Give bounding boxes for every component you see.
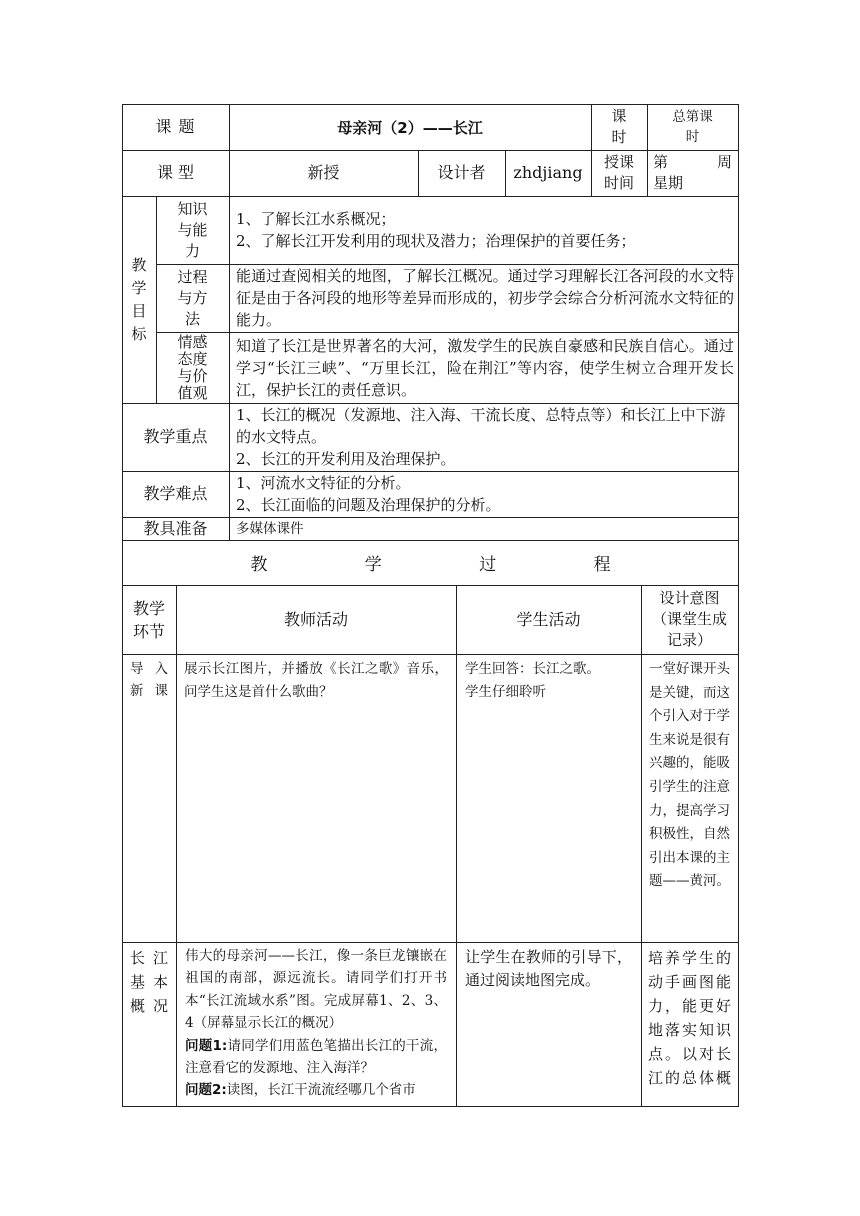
col-student-header: 学生活动 — [516, 609, 581, 629]
row-1-intent: 一堂好课开头是关键，而这个引入对于学生来说是很有兴趣的，能吸引学生的注意力，提高学习积极性，自然引出本课的主题——黄河。 — [649, 661, 730, 890]
row-2-stage: 长江 基本 概况 — [130, 949, 168, 1015]
designer-value: zhdjiang — [513, 163, 583, 182]
row-2-intent: 培养学生的动手画图能力，能更好地落实知识点。以对长江的总体概 — [648, 949, 731, 1087]
tools-label: 教具准备 — [143, 518, 208, 538]
question-1-text: 请同学们用蓝色笔描出长江的干流，注意看它的发源地、注入海洋？ — [185, 1037, 448, 1077]
rule — [122, 1106, 739, 1107]
hours-label: 课时 — [611, 107, 627, 146]
topic-label: 课 题 — [155, 117, 196, 136]
difficulties-text: 1、河流水文特征的分析。 2、长江面临的问题及治理保护的分析。 — [236, 474, 501, 514]
question-2-label: 问题2: — [185, 1082, 227, 1099]
row-2-teacher-text: 伟大的母亲河——长江，像一条巨龙镶嵌在祖国的南部，源远流长。请同学们打开书本“长江流域水系”图。完成屏幕1、2、3、4（屏幕显示长江的概况） 问题1:请同学们用蓝色笔描出长江的干流，注意看它的发源地、注入海洋？ 问题2:读图，长江干流流经哪几个省市 — [185, 948, 448, 1099]
row-2-student: 让学生在教师的引导下，通过阅读地图完成。 — [465, 948, 632, 989]
week-label: 第 周 — [653, 153, 732, 171]
teaching-time-label: 授课时间 — [603, 153, 634, 192]
total-hours-label: 总第课时 — [672, 109, 713, 145]
emotion-label: 情感态度与价值观 — [177, 332, 208, 402]
key-points-text: 1、长江的概况（发源地、注入海、干流长度、总特点等）和长江上中下游的水文特点。 2、长江的开发利用及治理保护。 — [236, 406, 726, 468]
type-label: 课 型 — [156, 163, 195, 182]
row-2-teacher — [176, 942, 456, 1106]
key-points-label: 教学重点 — [143, 427, 208, 446]
type-value: 新授 — [307, 163, 340, 182]
row-1-stage: 导 入 新课 — [130, 661, 168, 699]
col-teacher-header: 教师活动 — [283, 609, 348, 629]
row-1-student: 学生回答：长江之歌。 学生仔细聆听 — [465, 661, 600, 700]
weekday-label: 星期 — [653, 174, 684, 192]
process-title: 教 学 过 程 — [250, 555, 657, 575]
knowledge-text: 1、了解长江水系概况； 2、了解长江开发利用的现状及潜力；治理保护的首要任务； — [236, 210, 636, 250]
row-1-teacher: 展示长江图片，并播放《长江之歌》音乐，问学生这是首什么歌曲？ — [184, 661, 448, 700]
tools-text: 多媒体课件 — [236, 520, 304, 537]
knowledge-label: 知识与能力 — [177, 199, 208, 260]
col-intent-header: 设计意图（课堂生成记录） — [651, 589, 727, 649]
difficulties-label: 教学难点 — [143, 484, 208, 503]
rule — [738, 104, 739, 1107]
emotion-text: 知道了长江是世界著名的大河，激发学生的民族自豪感和民族自信心。通过学习“长江三峡”、“万里长江，险在荆江”等内容，使学生树立合理开发长江，保护长江的责任意识。 — [236, 336, 734, 399]
week-cell — [647, 150, 738, 196]
designer-label: 设计者 — [437, 163, 486, 182]
goals-section-label: 教学目标 — [131, 255, 147, 343]
process-method-label: 过程与方法 — [177, 267, 208, 328]
question-1-label: 问题1: — [185, 1037, 228, 1054]
topic-value: 母亲河（2）——长江 — [337, 118, 483, 137]
process-method-text: 能通过查阅相关的地图，了解长江概况。通过学习理解长江各河段的水文特征是由于各河段的地形等差异而形成的，初步学会综合分析河流水文特征的能力。 — [236, 267, 734, 329]
col-stage-header: 教学环节 — [132, 598, 165, 641]
question-2-text: 读图，长江干流流经哪几个省市 — [226, 1082, 416, 1099]
